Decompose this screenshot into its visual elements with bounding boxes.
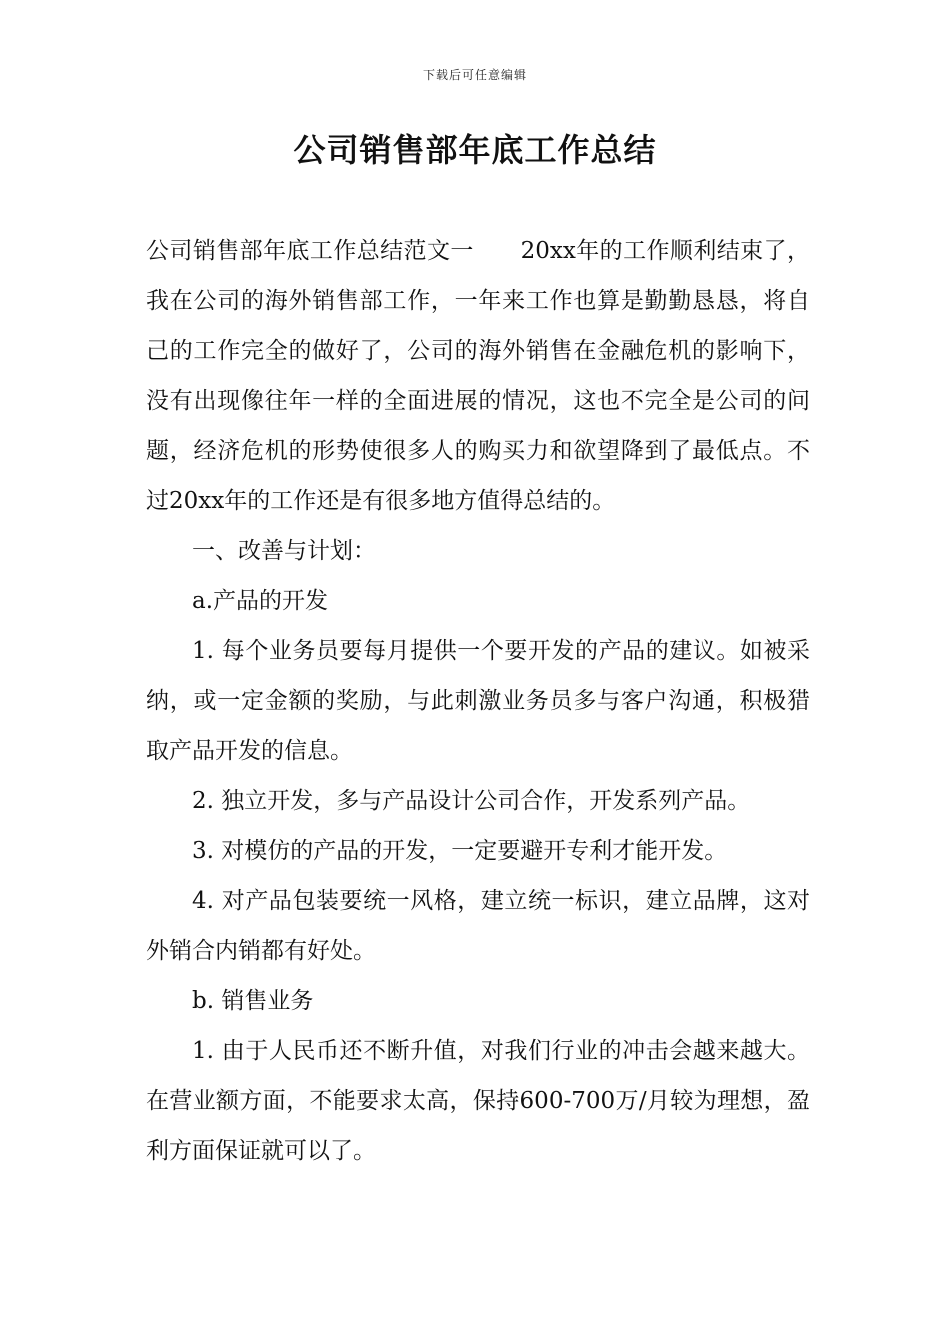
list-item: 4. 对产品包装要统一风格，建立统一标识，建立品牌，这对外销合内销都有好处。: [146, 888, 810, 964]
section-heading-improvement-plan: 一、改善与计划：: [192, 538, 376, 564]
header-note: 下载后可任意编辑: [422, 68, 527, 82]
intro-paragraph: 公司销售部年底工作总结范文一 20xx年的工作顺利结束了，我在公司的海外销售部工作，一年来工作也算是勤勤恳恳，将自己的工作完全的做好了，公司的海外销售在金融危机的影响下，没有出现像往年一样的全面进展的情况，这也不完全是公司的问题，经济危机的形势使很多人的购买力和欲望降到了最低点。不过20xx年的工作还是有很多地方值得总结的。: [146, 238, 810, 514]
document-title: 公司销售部年底工作总结: [293, 131, 657, 169]
list-item: 1. 由于人民币还不断升值，对我们行业的冲击会越来越大。在营业额方面，不能要求太高，保持600-700万/月较为理想，盈利方面保证就可以了。: [146, 1038, 810, 1164]
document-body: [146, 226, 810, 1176]
subsection-heading-product-development: a.产品的开发: [192, 588, 329, 614]
list-item: 1. 每个业务员要每月提供一个要开发的产品的建议。如被采纳，或一定金额的奖励，与此刺激业务员多与客户沟通，积极猎取产品开发的信息。: [146, 638, 810, 764]
subsection-heading-sales-business: b. 销售业务: [192, 988, 314, 1014]
list-item: 3. 对模仿的产品的开发，一定要避开专利才能开发。: [192, 838, 728, 864]
list-item: 2. 独立开发，多与产品设计公司合作，开发系列产品。: [192, 788, 751, 814]
